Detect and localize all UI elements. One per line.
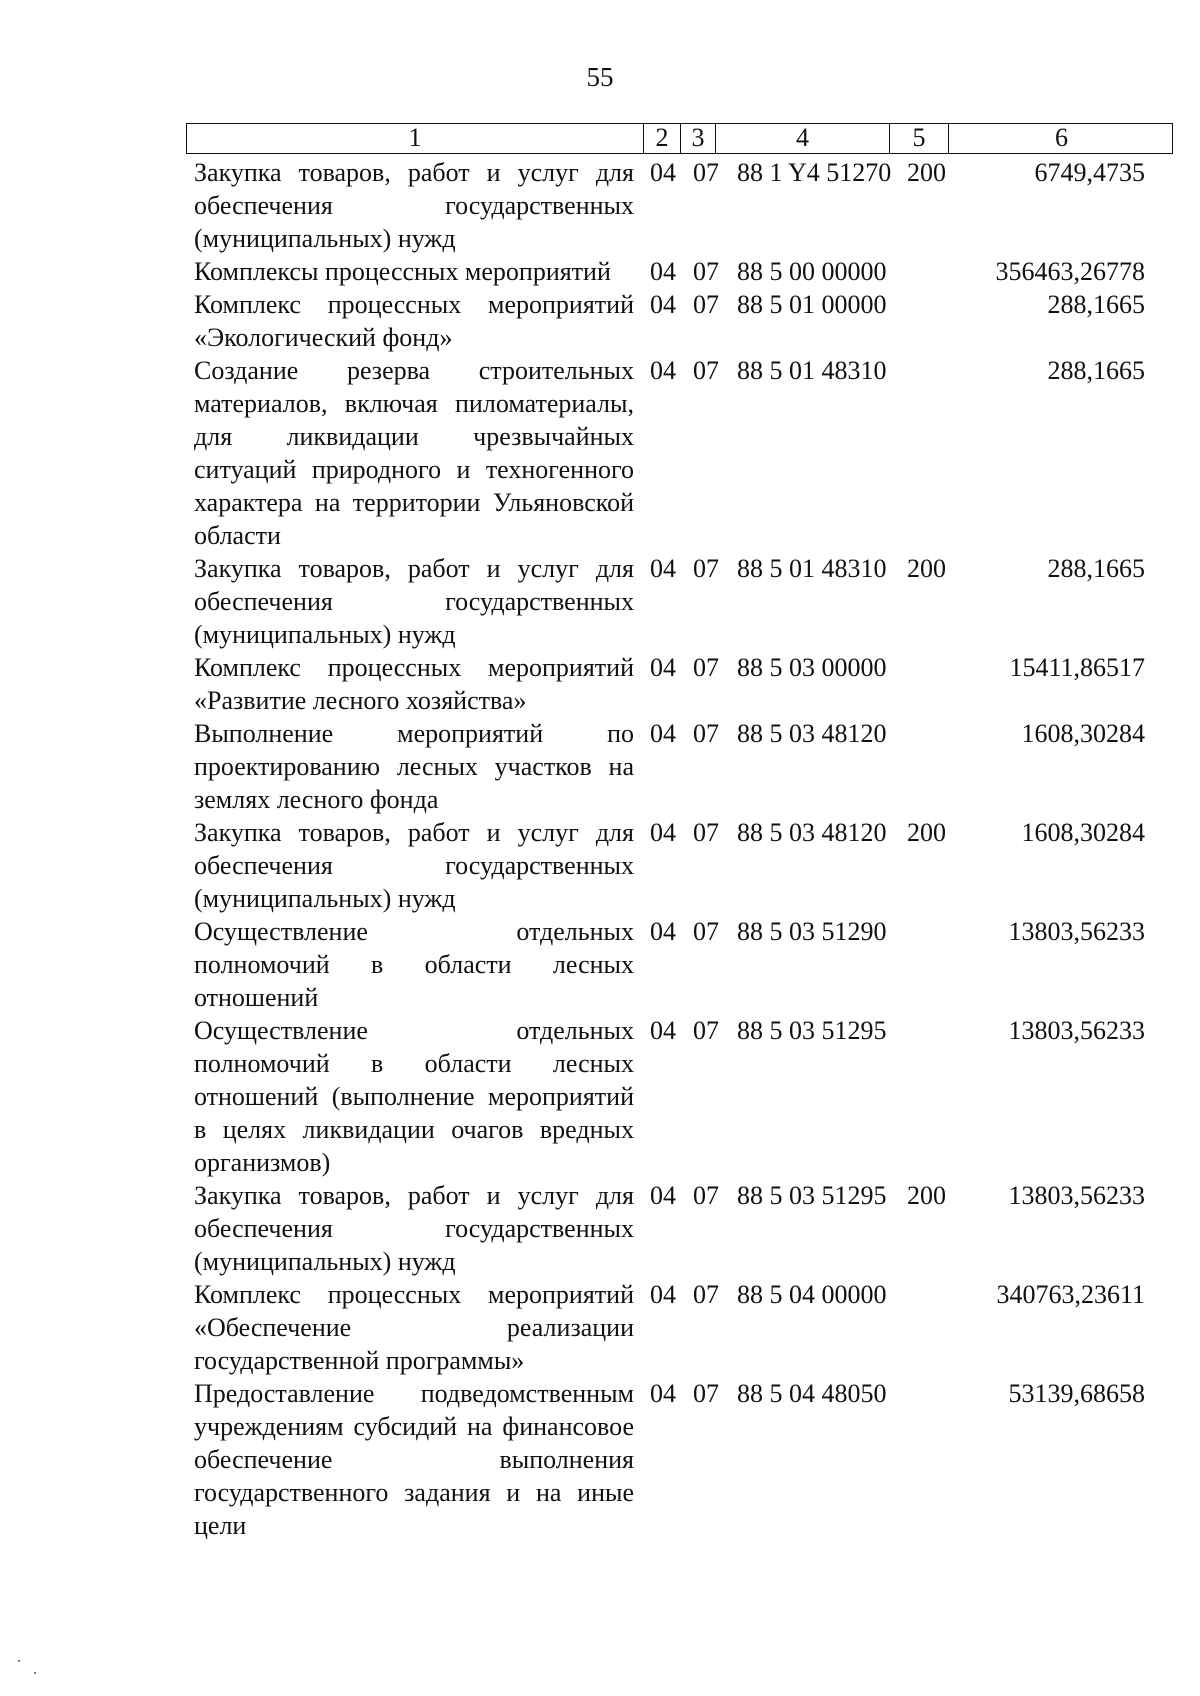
row-name: Комплекс процессных мероприятий «Развитие лесного хозяйства» [194,653,634,715]
row-name: Комплекс процессных мероприятий «Экологический фонд» [194,290,634,352]
scan-artifact [34,1672,36,1674]
scan-artifact [18,1660,20,1662]
row-name: Комплекс процессных мероприятий «Обеспечение реализации государственной программы» [194,1280,634,1375]
header-col-4: 4 [716,124,890,153]
row-subsection: 07 [693,1181,719,1210]
row-expense-type: 200 [907,1181,946,1210]
table-row [0,717,1200,816]
row-subsection: 07 [693,257,719,286]
table-row [0,354,1200,552]
table-row [0,288,1200,354]
row-target-code: 88 1 Y4 51270 [737,158,892,187]
row-amount: 340763,23611 [996,1280,1145,1309]
row-section: 04 [650,1016,676,1045]
row-subsection: 07 [693,917,719,946]
row-section: 04 [650,818,676,847]
row-subsection: 07 [693,158,719,187]
row-amount: 13803,56233 [1008,917,1145,946]
row-amount: 288,1665 [1047,290,1145,319]
row-amount: 356463,26778 [995,257,1145,286]
row-subsection: 07 [693,356,719,385]
row-target-code: 88 5 01 00000 [737,290,887,319]
row-amount: 6749,4735 [1034,158,1145,187]
table-row [0,1377,1200,1542]
row-subsection: 07 [693,1280,719,1309]
row-target-code: 88 5 03 48120 [737,719,887,748]
header-col-3: 3 [681,124,716,153]
row-target-code: 88 5 04 00000 [737,1280,887,1309]
row-expense-type: 200 [907,158,946,187]
row-amount: 288,1665 [1047,554,1145,583]
row-section: 04 [650,1181,676,1210]
row-amount: 13803,56233 [1008,1181,1145,1210]
row-subsection: 07 [693,554,719,583]
row-section: 04 [650,917,676,946]
row-target-code: 88 5 03 51290 [737,917,887,946]
row-target-code: 88 5 03 48120 [737,818,887,847]
table-body [0,156,1200,1542]
row-name: Закупка товаров, работ и услуг для обеспечения государственных (муниципальных) нужд [194,818,634,913]
row-expense-type: 200 [907,818,946,847]
row-target-code: 88 5 03 00000 [737,653,887,682]
table-row [0,816,1200,915]
row-amount: 1608,30284 [1021,719,1145,748]
row-amount: 13803,56233 [1008,1016,1145,1045]
row-subsection: 07 [693,719,719,748]
row-section: 04 [650,257,676,286]
header-col-1: 1 [187,124,644,153]
row-target-code: 88 5 03 51295 [737,1181,887,1210]
row-amount: 1608,30284 [1021,818,1145,847]
page-number: 55 [586,62,614,92]
row-subsection: 07 [693,290,719,319]
table-row [0,1179,1200,1278]
row-target-code: 88 5 01 48310 [737,554,887,583]
row-section: 04 [650,158,676,187]
row-subsection: 07 [693,1379,719,1408]
row-name: Закупка товаров, работ и услуг для обеспечения государственных (муниципальных) нужд [194,554,634,649]
row-section: 04 [650,554,676,583]
row-section: 04 [650,356,676,385]
row-section: 04 [650,1379,676,1408]
row-target-code: 88 5 03 51295 [737,1016,887,1045]
row-amount: 288,1665 [1047,356,1145,385]
table-row [0,651,1200,717]
row-amount: 15411,86517 [1009,653,1145,682]
row-name: Осуществление отдельных полномочий в области лесных отношений [194,917,634,1012]
table-row [0,255,1200,288]
row-target-code: 88 5 00 00000 [737,257,887,286]
row-name: Осуществление отдельных полномочий в области лесных отношений (выполнение мероприятий в целях ликвидации очагов вредных организмов) [194,1016,634,1177]
row-expense-type: 200 [907,554,946,583]
table-header [186,123,1173,154]
header-col-5: 5 [890,124,949,153]
row-amount: 53139,68658 [1008,1379,1145,1408]
header-col-2: 2 [644,124,681,153]
row-section: 04 [650,290,676,319]
table-row [0,552,1200,651]
header-col-6: 6 [1055,123,1068,152]
row-name: Выполнение мероприятий по проектированию лесных участков на землях лесного фонда [194,719,634,814]
row-name: Закупка товаров, работ и услуг для обеспечения государственных (муниципальных) нужд [194,158,634,253]
row-subsection: 07 [693,1016,719,1045]
row-target-code: 88 5 01 48310 [737,356,887,385]
row-name: Создание резерва строительных материалов, включая пиломатериалы, для ликвидации чрезвычайных ситуаций природного и техногенного характера на территории Ульяновской области [194,356,634,550]
row-subsection: 07 [693,818,719,847]
row-section: 04 [650,719,676,748]
row-section: 04 [650,653,676,682]
row-name: Закупка товаров, работ и услуг для обеспечения государственных (муниципальных) нужд [194,1181,634,1276]
table-row [0,915,1200,1014]
row-name: Комплексы процессных мероприятий [194,257,611,286]
row-target-code: 88 5 04 48050 [737,1379,887,1408]
table-row [0,1014,1200,1179]
table-row [0,156,1200,255]
row-name: Предоставление подведомственным учреждениям субсидий на финансовое обеспечение выполнения государственного задания и на иные цели [194,1379,634,1540]
row-subsection: 07 [693,653,719,682]
row-section: 04 [650,1280,676,1309]
table-row [0,1278,1200,1377]
